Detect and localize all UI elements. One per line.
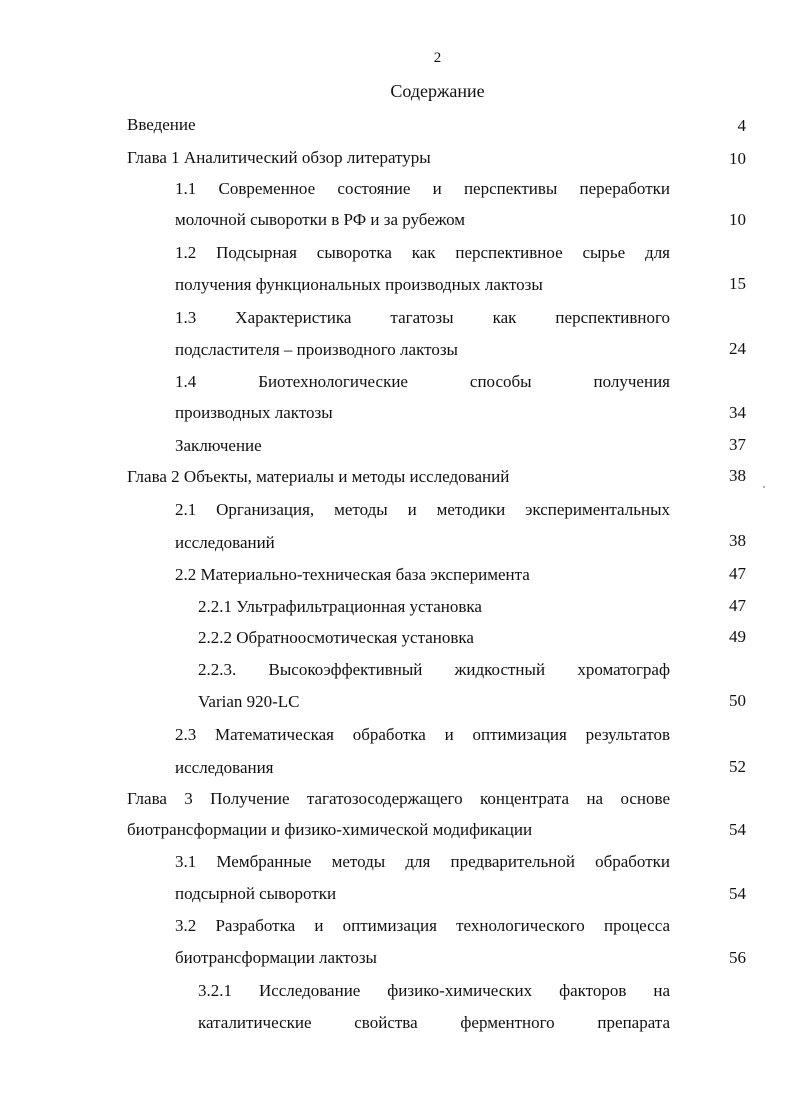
toc-page-chapter-1: 10 xyxy=(729,149,746,168)
toc-page-3-1: 54 xyxy=(729,884,746,903)
toc-page-2-2-2: 49 xyxy=(729,627,746,646)
toc-entry-2-3-line-1: 2.3 Математическая обработка и оптимизация результатов xyxy=(175,725,670,744)
toc-entry-3-1-line-2: подсырной сыворотки xyxy=(175,884,337,903)
toc-entry-1-4-line-2: производных лактозы xyxy=(175,403,333,422)
page-number: 2 xyxy=(433,50,442,66)
toc-entry-2-2-3-line-1: 2.2.3. Высокоэффективный жидкостный хроматограф xyxy=(198,660,670,679)
toc-page-chapter-3: 54 xyxy=(729,820,746,839)
toc-page-2-2-3: 50 xyxy=(729,691,746,710)
toc-entry-3-2-line-1: 3.2 Разработка и оптимизация технологического процесса xyxy=(175,916,670,935)
toc-page-conclusion: 37 xyxy=(729,435,746,454)
toc-page-1-3: 24 xyxy=(729,339,746,358)
toc-page-2-1: 38 xyxy=(729,531,746,550)
toc-entry-chapter-3-line-1: Глава 3 Получение тагатозосодержащего концентрата на основе xyxy=(127,789,670,808)
toc-entry-conclusion: Заключение xyxy=(175,436,262,455)
toc-page-2-2: 47 xyxy=(729,564,746,583)
toc-entry-chapter-2: Глава 2 Объекты, материалы и методы исследований xyxy=(127,467,510,486)
toc-entry-2-1-line-2: исследований xyxy=(175,533,275,552)
toc-entry-2-3-line-2: исследования xyxy=(175,758,274,777)
toc-entry-2-1-line-1: 2.1 Организация, методы и методики экспериментальных xyxy=(175,500,670,519)
toc-entry-1-4-line-1: 1.4 Биотехнологические способы получения xyxy=(175,372,670,391)
toc-entry-3-2-1-line-1: 3.2.1 Исследование физико-химических факторов на xyxy=(198,981,670,1000)
scan-speck xyxy=(763,486,765,488)
toc-page-1-1: 10 xyxy=(729,210,746,229)
toc-entry-1-3-line-2: подсластителя – производного лактозы xyxy=(175,340,458,359)
toc-entry-1-1-line-2: молочной сыворотки в РФ и за рубежом xyxy=(175,210,466,229)
toc-entry-1-2-line-2: получения функциональных производных лактозы xyxy=(175,275,543,294)
toc-entry-2-2: 2.2 Материально-техническая база эксперимента xyxy=(175,565,530,584)
toc-page-chapter-2: 38 xyxy=(729,466,746,485)
toc-title: Содержание xyxy=(390,81,485,101)
toc-page-1-2: 15 xyxy=(729,274,746,293)
toc-entry-intro: Введение xyxy=(127,115,196,134)
toc-entry-2-2-1: 2.2.1 Ультрафильтрационная установка xyxy=(198,597,482,616)
toc-entry-1-3-line-1: 1.3 Характеристика тагатозы как перспективного xyxy=(175,308,670,327)
toc-page-3-2: 56 xyxy=(729,948,746,967)
toc-entry-chapter-1: Глава 1 Аналитический обзор литературы xyxy=(127,148,431,167)
toc-entry-1-2-line-1: 1.2 Подсырная сыворотка как перспективное сырье для xyxy=(175,243,670,262)
toc-page-2-3: 52 xyxy=(729,757,746,776)
toc-entry-3-2-1-line-2: каталитические свойства ферментного препарата xyxy=(198,1013,670,1032)
toc-entry-2-2-3-line-2: Varian 920-LC xyxy=(198,692,300,711)
toc-entry-3-2-line-2: биотрансформации лактозы xyxy=(175,948,377,967)
toc-entry-2-2-2: 2.2.2 Обратноосмотическая установка xyxy=(198,628,474,647)
toc-page-2-2-1: 47 xyxy=(729,596,746,615)
toc-page-intro: 4 xyxy=(737,116,746,135)
toc-entry-3-1-line-1: 3.1 Мембранные методы для предварительной обработки xyxy=(175,852,670,871)
toc-page-1-4: 34 xyxy=(729,403,746,422)
toc-entry-chapter-3-line-2: биотрансформации и физико-химической модификации xyxy=(127,820,533,839)
toc-entry-1-1-line-1: 1.1 Современное состояние и перспективы переработки xyxy=(175,179,670,198)
